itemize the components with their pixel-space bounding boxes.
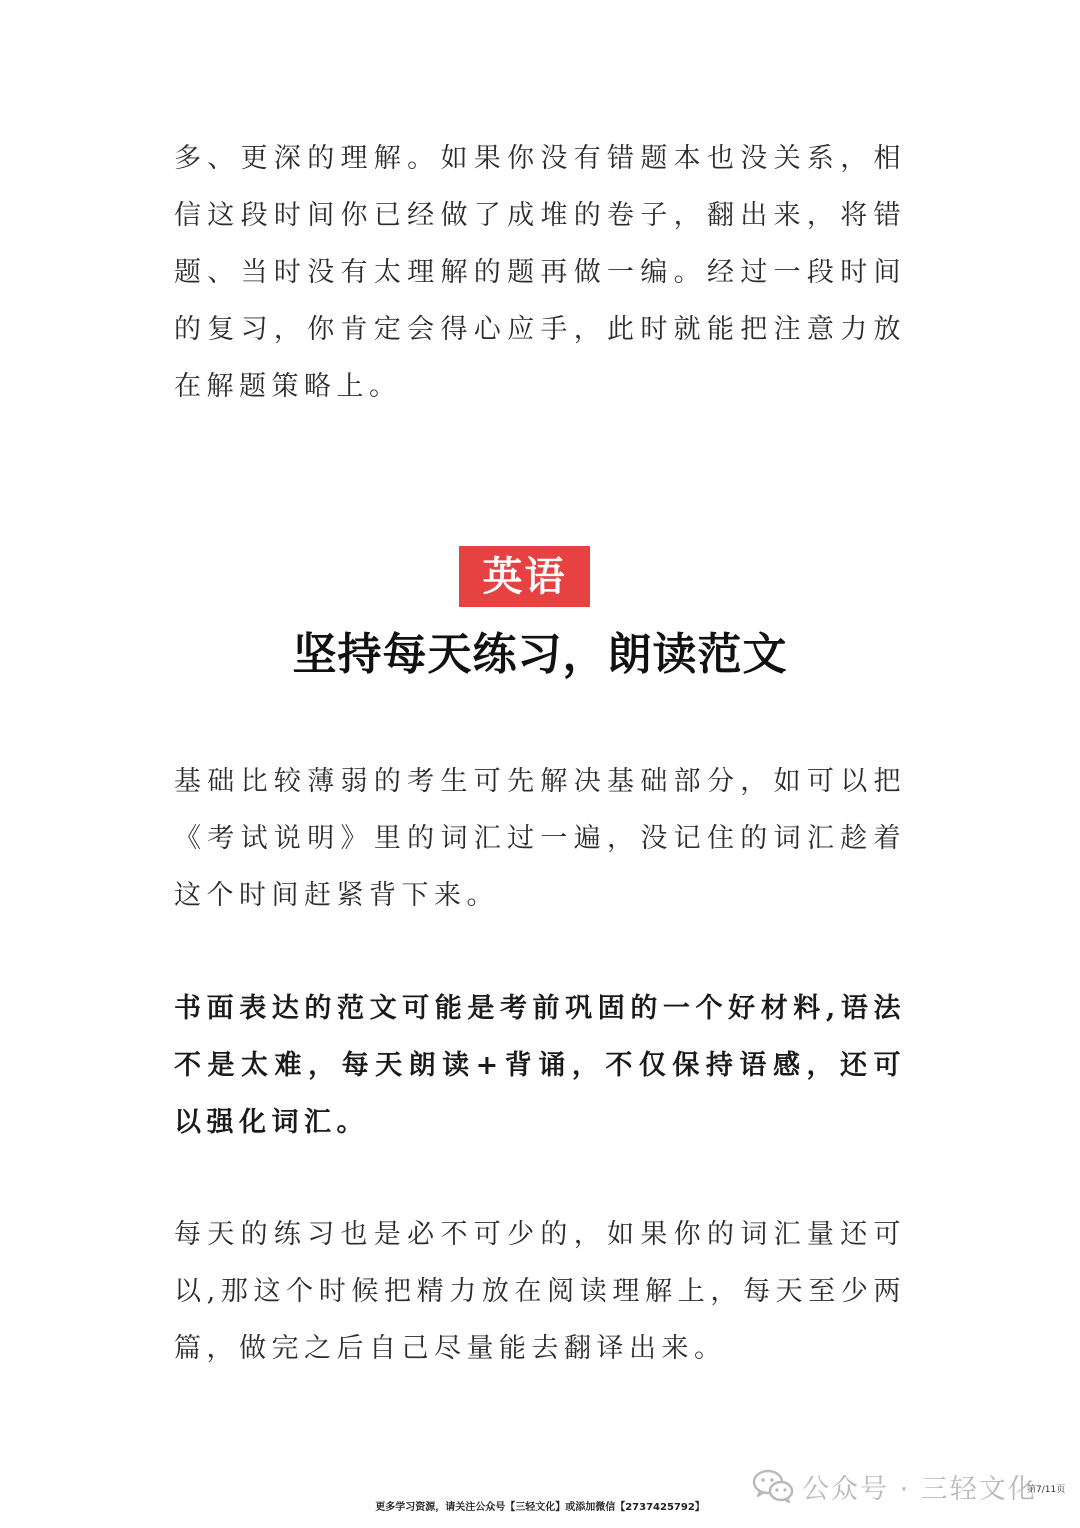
page-number: 第7/11页 — [1027, 1485, 1066, 1495]
paragraph-daily-practice: 每天的练习也是必不可少的，如果你的词汇量还可以,那这个时候把精力放在阅读理解上，每天至少两篇，做完之后自己尽量能去翻译出来。 — [174, 1219, 906, 1364]
paragraph-review-strategy: 多、更深的理解。如果你没有错题本也没关系，相信这段时间你已经做了成堆的卷子，翻出来，将错题、当时没有太理解的题再做一编。经过一段时间的复习，你肯定会得心应手，此时就能把注意力放在解题策略上。 — [174, 143, 906, 402]
paragraph-vocabulary: 基础比较薄弱的考生可先解决基础部分，如可以把《考试说明》里的词汇过一遍，没记住的词汇趁着这个时间赶紧背下来。 — [174, 766, 906, 911]
footer-promo: 更多学习资源，请关注公众号【三轻文化】或添加微信【2737425792】 — [375, 1502, 705, 1513]
subject-badge-english: 英语 — [459, 546, 590, 607]
section-title: 坚持每天练习，朗读范文 — [292, 629, 788, 680]
paragraph-model-essay: 书面表达的范文可能是考前巩固的一个好材料,语法不是太难，每天朗读+背诵，不仅保持语感，还可以强化词汇。 — [174, 993, 906, 1138]
watermark-text: 公众号 · 三轻文化 — [802, 1473, 1037, 1505]
